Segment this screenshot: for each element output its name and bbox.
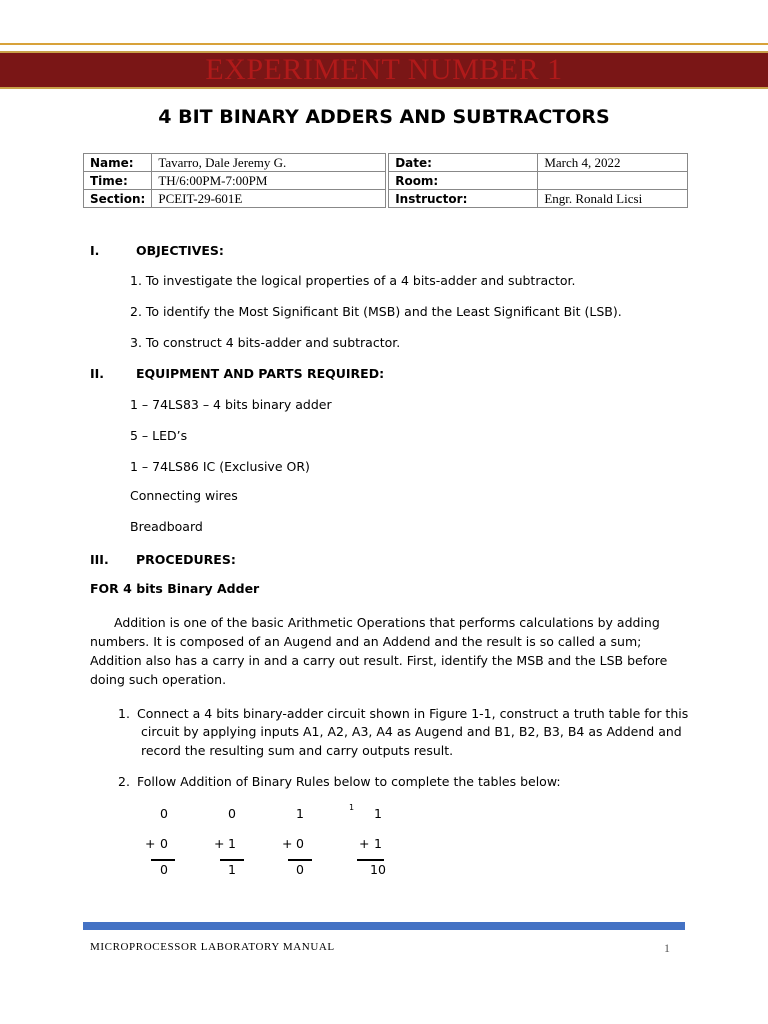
rule-top-digit: 1 xyxy=(374,806,382,821)
procedures-heading: PROCEDURES: xyxy=(136,552,236,567)
footer-manual-title: MICROPROCESSOR LABORATORY MANUAL xyxy=(90,941,335,953)
rule-top-digit: 0 xyxy=(228,806,236,821)
rule-bottom-digit: 0 xyxy=(296,836,304,851)
table-row xyxy=(84,172,688,190)
equipment-roman: II. xyxy=(90,366,105,381)
room-value xyxy=(538,172,688,190)
time-label: Time: xyxy=(84,172,152,190)
rule-result: 1 xyxy=(228,862,236,877)
page-number: 1 xyxy=(664,941,670,955)
list-item: 1 – 74LS86 IC (Exclusive OR) xyxy=(130,459,310,474)
list-item: 5 – LED’s xyxy=(130,428,188,443)
name-label: Name: xyxy=(84,154,152,172)
procedures-subheading: FOR 4 bits Binary Adder xyxy=(90,581,260,596)
rule-bottom-digit: 0 xyxy=(160,836,168,851)
list-item: 3. To construct 4 bits-adder and subtractor. xyxy=(130,335,401,350)
instructor-label: Instructor: xyxy=(389,190,538,208)
date-label: Date: xyxy=(389,154,538,172)
sum-underline xyxy=(357,859,384,861)
rule-result: 0 xyxy=(296,862,304,877)
rule-operator: + xyxy=(145,836,156,851)
paragraph-line: Addition is one of the basic Arithmetic Operations that performs calculations by adding xyxy=(114,615,660,630)
rule-result: 10 xyxy=(370,862,386,877)
rule-result: 0 xyxy=(160,862,168,877)
paragraph-line: numbers. It is composed of an Augend and an Addend and the result is so called a sum; xyxy=(90,634,642,649)
rule-operator: + xyxy=(214,836,225,851)
list-item: 1 – 74LS83 – 4 bits binary adder xyxy=(130,397,332,412)
rule-operator: + xyxy=(359,836,370,851)
step-line: circuit by applying inputs A1, A2, A3, A4 as Augend and B1, B2, B3, B4 as Addend and xyxy=(141,724,682,739)
equipment-heading: EQUIPMENT AND PARTS REQUIRED: xyxy=(136,366,385,381)
step-number: 1. xyxy=(118,706,130,721)
sum-underline xyxy=(220,859,244,861)
objectives-heading: OBJECTIVES: xyxy=(136,243,224,258)
rule-top-digit: 0 xyxy=(160,806,168,821)
time-value: TH/6:00PM-7:00PM xyxy=(152,172,386,190)
objectives-roman: I. xyxy=(90,243,100,258)
rule-carry-digit: 1 xyxy=(349,803,355,812)
room-label: Room: xyxy=(389,172,538,190)
section-value: PCEIT-29-601E xyxy=(152,190,386,208)
sum-underline xyxy=(288,859,312,861)
list-item: 1. To investigate the logical properties of a 4 bits-adder and subtractor. xyxy=(130,273,576,288)
list-item: Connecting wires xyxy=(130,488,238,503)
footer-bar xyxy=(83,922,685,930)
step-line: record the resulting sum and carry outputs result. xyxy=(141,743,454,758)
header-top-rule xyxy=(0,43,768,45)
table-row xyxy=(84,154,688,172)
rule-bottom-digit: 1 xyxy=(228,836,236,851)
instructor-value: Engr. Ronald Licsi xyxy=(538,190,688,208)
list-item: Breadboard xyxy=(130,519,203,534)
rule-bottom-digit: 1 xyxy=(374,836,382,851)
step-number: 2. xyxy=(118,774,130,789)
step-line: Connect a 4 bits binary-adder circuit shown in Figure 1-1, construct a truth table for this xyxy=(137,706,689,721)
rule-operator: + xyxy=(282,836,293,851)
banner-title: EXPERIMENT NUMBER 1 xyxy=(205,53,563,86)
procedures-roman: III. xyxy=(90,552,109,567)
step-line: Follow Addition of Binary Rules below to complete the tables below: xyxy=(137,774,561,789)
rule-top-digit: 1 xyxy=(296,806,304,821)
name-value: Tavarro, Dale Jeremy G. xyxy=(152,154,386,172)
page-title: 4 BIT BINARY ADDERS AND SUBTRACTORS xyxy=(158,106,610,128)
table-row xyxy=(84,190,688,208)
paragraph-line: Addition also has a carry in and a carry out result. First, identify the MSB and the LSB before xyxy=(90,653,668,668)
student-info-table xyxy=(83,153,688,208)
paragraph-line: doing such operation. xyxy=(90,672,227,687)
list-item: 2. To identify the Most Significant Bit (MSB) and the Least Significant Bit (LSB). xyxy=(130,304,622,319)
section-label: Section: xyxy=(84,190,152,208)
date-value: March 4, 2022 xyxy=(538,154,688,172)
sum-underline xyxy=(151,859,175,861)
